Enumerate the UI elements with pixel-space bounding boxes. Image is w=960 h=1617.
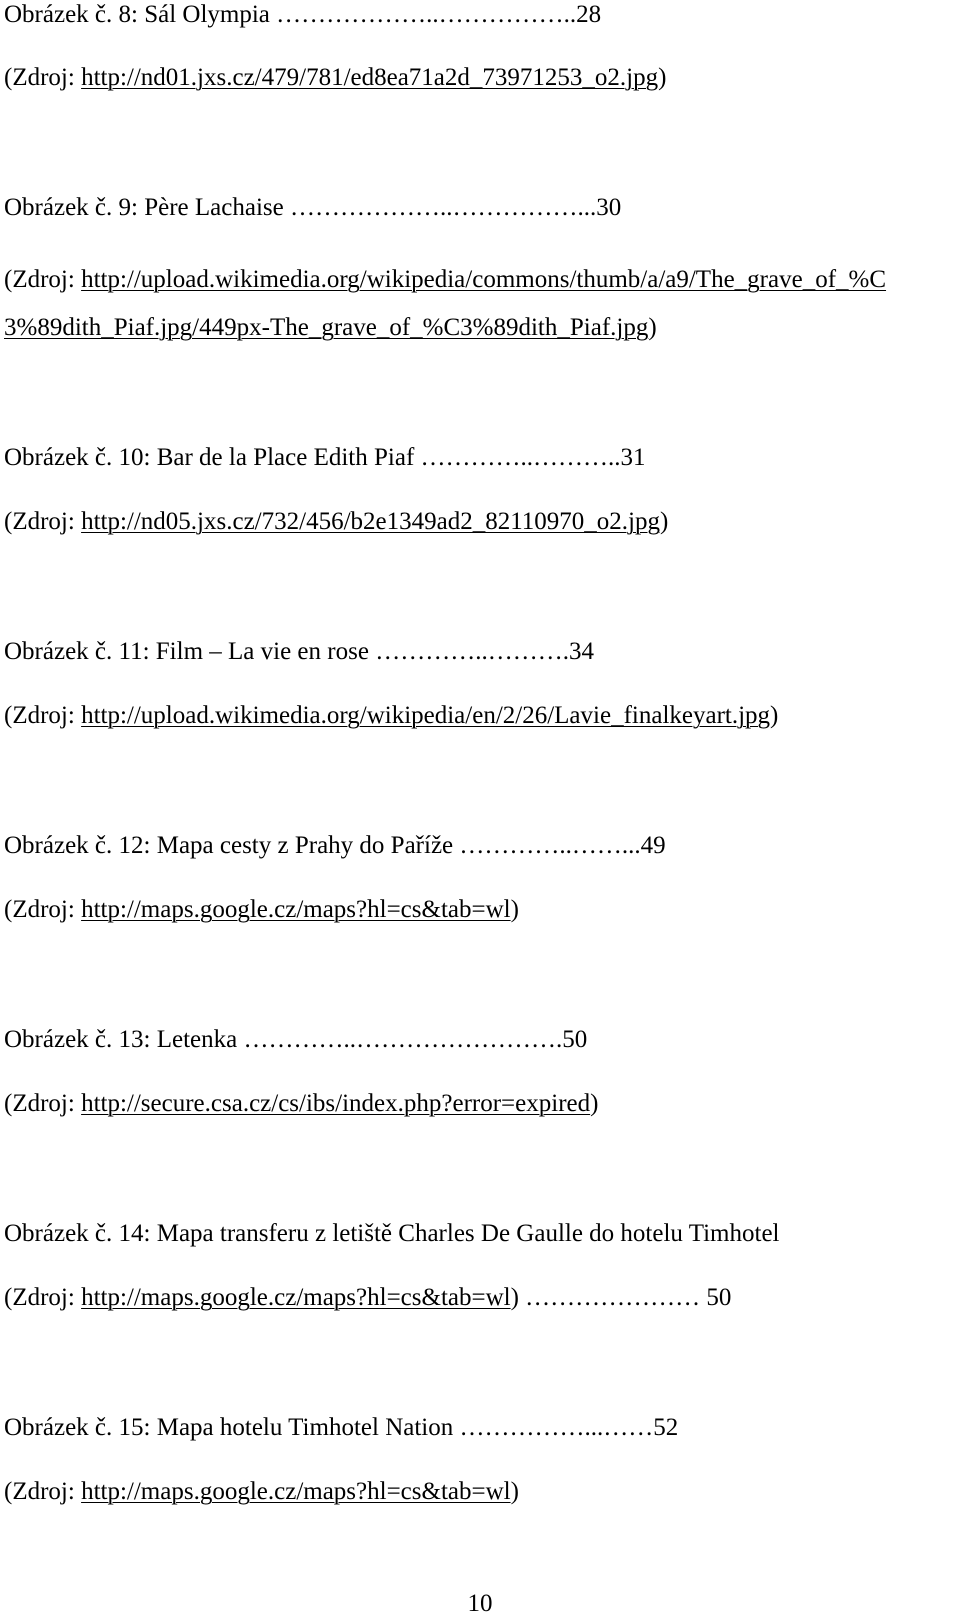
entry-9-source-cont: 3%89dith_Piaf.jpg/449px-The_grave_of_%C3%89dith_Piaf.jpg)	[4, 314, 657, 341]
entry-15-title: Obrázek č. 15: Mapa hotelu Timhotel Nation ……………...……52	[4, 1414, 679, 1441]
entry-9-page: 30	[596, 194, 622, 221]
entry-12-dots: …………..……...	[453, 832, 641, 859]
entry-10-source: (Zdroj: http://nd05.jxs.cz/732/456/b2e1349ad2_82110970_o2.jpg)	[4, 508, 669, 535]
entry-9-source: (Zdroj: http://upload.wikimedia.org/wikipedia/commons/thumb/a/a9/The_grave_of_%C	[4, 266, 887, 293]
entry-12-page: 49	[640, 832, 666, 859]
entry-13-source: (Zdroj: http://secure.csa.cz/cs/ibs/index.php?error=expired)	[4, 1090, 599, 1117]
entry-14-title: Obrázek č. 14: Mapa transferu z letiště Charles De Gaulle do hotelu Timhotel	[4, 1220, 780, 1247]
entry-12-title: Obrázek č. 12: Mapa cesty z Prahy do Paříže …………..……...49	[4, 832, 666, 859]
entry-11-dots: …………..……….	[368, 638, 569, 665]
entry-8-url[interactable]: http://nd01.jxs.cz/479/781/ed8ea71a2d_73971253_o2.jpg	[81, 64, 659, 91]
entry-8-dots: ………………..……………..	[269, 1, 577, 28]
entry-9-dots: ………………..……………...	[283, 194, 597, 221]
entry-11-source: (Zdroj: http://upload.wikimedia.org/wikipedia/en/2/26/Lavie_finalkeyart.jpg)	[4, 702, 779, 729]
entry-11-url[interactable]: http://upload.wikimedia.org/wikipedia/en/2/26/Lavie_finalkeyart.jpg	[81, 702, 771, 729]
entry-9-title: Obrázek č. 9: Père Lachaise ………………..……………...30	[4, 194, 622, 221]
entry-8-source: (Zdroj: http://nd01.jxs.cz/479/781/ed8ea71a2d_73971253_o2.jpg)	[4, 64, 667, 91]
entry-8-title: Obrázek č. 8: Sál Olympia ………………..……………..28	[4, 1, 602, 28]
entry-15-page: 52	[653, 1414, 679, 1441]
entry-12-url[interactable]: http://maps.google.cz/maps?hl=cs&tab=wl	[81, 896, 511, 923]
entry-15-source: (Zdroj: http://maps.google.cz/maps?hl=cs&tab=wl)	[4, 1478, 519, 1505]
entry-15-dots: ……………...……	[453, 1414, 654, 1441]
entry-11-page: 34	[568, 638, 594, 665]
entry-13-page: 50	[562, 1026, 588, 1053]
entry-13-url[interactable]: http://secure.csa.cz/cs/ibs/index.php?error=expired	[81, 1090, 591, 1117]
entry-14-source: (Zdroj: http://maps.google.cz/maps?hl=cs&tab=wl) ………………… 50	[4, 1284, 732, 1311]
entry-9-url-line-1[interactable]: http://upload.wikimedia.org/wikipedia/commons/thumb/a/a9/The_grave_of_%C	[81, 266, 887, 293]
entry-10-dots: …………..………..	[414, 444, 621, 471]
entry-13-title: Obrázek č. 13: Letenka …………..…………………….50	[4, 1026, 588, 1053]
entry-12-source: (Zdroj: http://maps.google.cz/maps?hl=cs&tab=wl)	[4, 896, 519, 923]
entry-14-url[interactable]: http://maps.google.cz/maps?hl=cs&tab=wl	[81, 1284, 511, 1311]
entry-10-page: 31	[620, 444, 646, 471]
entry-10-title: Obrázek č. 10: Bar de la Place Edith Piaf …………..………..31	[4, 444, 646, 471]
page-number: 10	[467, 1590, 493, 1617]
entry-10-url[interactable]: http://nd05.jxs.cz/732/456/b2e1349ad2_82110970_o2.jpg	[81, 508, 660, 535]
entry-15-url[interactable]: http://maps.google.cz/maps?hl=cs&tab=wl	[81, 1478, 511, 1505]
entry-8-page: 28	[576, 1, 602, 28]
entry-11-title: Obrázek č. 11: Film – La vie en rose …………..……….34	[4, 638, 594, 665]
entry-9-url-line-2[interactable]: 3%89dith_Piaf.jpg/449px-The_grave_of_%C3%89dith_Piaf.jpg	[4, 314, 649, 341]
entry-13-dots: …………..…………………….	[237, 1026, 563, 1053]
entry-14-suffix-with-page: ) ………………… 50	[510, 1284, 732, 1311]
